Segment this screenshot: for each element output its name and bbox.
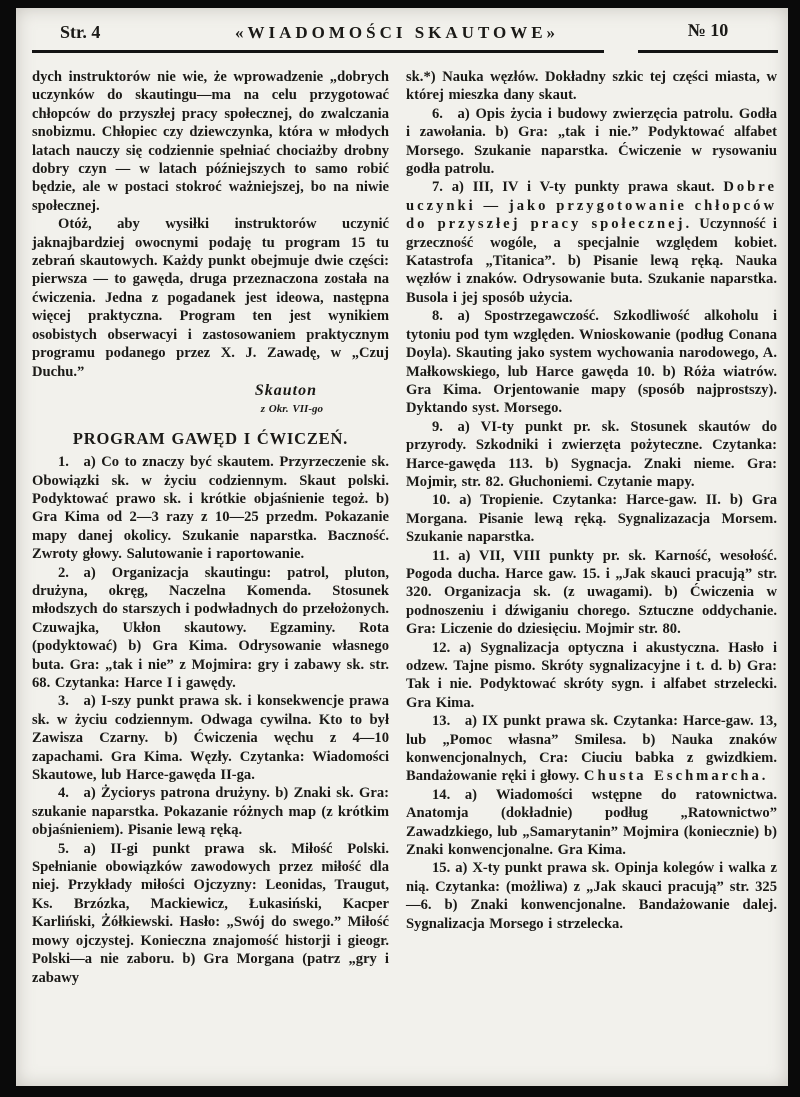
text-run: 5. a) II-gi punkt prawa sk. Miłość Polski. Spełnianie obowiązków zawodowych przez miłość dla niej. Przykłady miłości Ojczyzny: Leonidas, Traugut, Ks. Brzózka, Mackiewicz, Łukasiński, Kacper Karliński, Żółkiewski. Hasło: „Swój do swego.” Miłość mowy ojczystej. Konieczna znajomość historji i gieogr. Polski—a nie zaboru. b) Gra Morgana (patrz „gry i zabawy: [32, 840, 389, 986]
signature-name: [32, 382, 389, 400]
text-run: 11. a) VII, VIII punkty pr. sk. Karność, wesołość. Pogoda ducha. Harce gaw. 15. i „Jak skauci pracują” str. 320. Organizacja sk. (z uwagami). b) Ćwiczenia w podnoszeniu i dźwiganiu chorego. Sztuczne oddychanie. Gra: Liczenie do dziesięciu. Mojmir str. 80.: [406, 547, 777, 638]
emphasized-spaced-text: Chusta Eschmarcha.: [583, 768, 769, 785]
program-item: [406, 491, 777, 546]
text-run: dych instruktorów nie wie, że wprowadzenie „dobrych uczynków do skautingu—ma na celu przygotować chłopców do przyszłej pracy społecznej, do zwalczania snobizmu. Chłopiec czy dziewczynka, która w młodych latach nauczy się codziennie spełniać chociażby drobny dobry czyn — w latach późniejszych to samo robić będzie, ale w postaci stokroć ważniejszej, bo na niwie społecznej.: [32, 69, 389, 214]
text-run: 15. a) X-ty punkt prawa sk. Opinja kolegów i walka z nią. Czytanka: (możliwa) z „Jak skauci pracują” str. 325—6. b) Znaki konwencjonalne. Bandażowanie dalej. Sygnalizacja Morsego i strzelecka.: [406, 860, 777, 932]
page-header: [32, 20, 778, 53]
program-item: [406, 178, 777, 307]
program-item: [32, 453, 389, 563]
text-run: Uczynność i grzeczność wogóle, a specjalnie względem kobiet. Katastrofa „Titanica”. b) Pisanie lewą ręką. Nauka węzłów i znaków. Odrysowanie buta. Szukanie naparstka. Busola i jej sposób użycia.: [406, 216, 777, 306]
text-run: 3. a) I-szy punkt prawa sk. i konsekwencje prawa sk. w życiu codziennym. Odwaga cywilna. Kto to był Zawisza Czarny. b) Ćwiczenia węchu z 4—10 zapachami. Gra Kima. Węzły. Czytanka: Wiadomości Skautowe, lub Harce-gawęda II-ga.: [32, 693, 389, 784]
signature-origin: [32, 400, 389, 418]
right-column: [406, 68, 777, 987]
body-paragraph: [32, 215, 389, 381]
text-run: PROGRAM GAWĘD I ĆWICZEŃ.: [72, 428, 349, 448]
emphasized-spaced-text: Dobre uczynki — jako przygotowanie chłopców do przyszłej pracy społecznej.: [406, 179, 777, 233]
text-run: 12. a) Sygnalizacja optyczna i akustyczna. Hasło i odzew. Tajne pismo. Skróty sygnalizacyjne i t. d. b) Gra: Tak i nie. Podyktować skróty sygn. i alfabet strzelecki. Gra Kima.: [406, 639, 777, 711]
program-item: [406, 712, 777, 786]
program-item: [32, 784, 389, 839]
program-item: [406, 859, 777, 933]
program-item: [406, 105, 777, 179]
page-number-label: Str. 4: [60, 22, 101, 42]
text-run: 14. a) Wiadomości wstępne do ratownictwa. Anatomja (dokładnie) podług „Ratownictwo” Zawadzkiego, lub „Samarytanin” Mojmira (koniecznie) b) Znaki konwencjonalne. Gra Kima.: [406, 786, 777, 859]
text-run: 9. a) VI-ty punkt pr. sk. Stosunek skautów do przyrody. Szkodniki i zwierzęta pożyteczne. Czytanka: Harce-gawęda 113. b) Sygnacja. Znaki nieme. Gra: Mojmir, str. 82. Głuchoniemi. Czytanie mapy.: [406, 418, 777, 490]
text-run: Skauton: [254, 381, 317, 399]
program-item: [406, 547, 777, 639]
text-run: 8. a) Spostrzegawczość. Szkodliwość alkoholu i tytoniu pod tym względen. Wnioskowanie (podług Conana Doyla). Skauting jako system wychowania narodowego, A. Małkowskiego, lub Harce gawęda 10. b) Róża wiatrów. Gra Kima. Orjentowanie mapy (sposób najprostszy). Dyktando syst. Morsego.: [406, 308, 777, 417]
program-item: [406, 786, 777, 860]
program-item: [32, 840, 389, 987]
text-run: z Okr. VII-go: [260, 403, 323, 416]
text-run: sk.*) Nauka węzłów. Dokładny szkic tej części miasta, w której mieszka dany skaut.: [406, 69, 777, 104]
program-item: [406, 307, 777, 417]
text-run: 2. a) Organizacja skautingu: patrol, pluton, drużyna, okręg, Naczelna Komenda. Stosunek młodszych do starszych i podwładnych do przełożonych. Czuwajka, Ukłon skautowy. Egzaminy. Rota (podyktować) b) Gra Kima. Odrysowanie własnego buta. Gra: „tak i nie” z Mojmira: gry i zabawy sk. str. 68. Czytanka: Harce I i gawędy.: [32, 564, 389, 691]
newspaper-page: [16, 8, 788, 1086]
program-item: [406, 639, 777, 713]
body-paragraph: [32, 68, 389, 215]
program-item: [32, 692, 389, 784]
left-column: [32, 68, 389, 987]
issue-number-label: № 10: [638, 20, 778, 53]
section-heading: [32, 430, 389, 448]
text-columns: [16, 53, 788, 987]
header-main-rule: [32, 22, 604, 53]
text-run: 4. a) Życiorys patrona drużyny. b) Znaki sk. Gra: szukanie naparstka. Pokazanie różnych map (z krótkim objaśnieniem). Pisanie lewą ręką.: [32, 785, 389, 839]
body-paragraph: [406, 68, 777, 105]
program-item: [32, 564, 389, 693]
text-run: Otóż, aby wysiłki instruktorów uczynić jaknajbardziej owocnymi podaję tu program 15 tu zebrań skautowych. Każdy punkt obejmuje dwie części: pierwsza — to gawęda, druga przeznaczona została na ćwiczenia. Jedna z pogadanek jest ideowa, następna więcej praktyczna. Program ten jest wynikiem osobistych obserwacyi i zastosowaniem praktycznym programu podanego przez X. J. Zawadę, w „Czuj Duchu.”: [32, 216, 389, 380]
text-run: 7. a) III, IV i V-ty punkty prawa skaut.: [432, 179, 724, 196]
program-item: [406, 418, 777, 492]
text-run: 10. a) Tropienie. Czytanka: Harce-gaw. II. b) Gra Morgana. Pisanie lewą ręką. Sygnalizazacja Morsem. Szukanie naparstka.: [406, 492, 777, 546]
text-run: 6. a) Opis życia i budowy zwierzęcia patrolu. Godła i zawołania. b) Gra: „tak i nie.” Podyktować alfabet Morsego. Szukanie naparstka. Ćwiczenie w rysowaniu godła patrolu.: [406, 105, 777, 178]
publication-title: «WIADOMOŚCI SKAUTOWE»: [234, 23, 560, 42]
text-run: 1. a) Co to znaczy być skautem. Przyrzeczenie sk. Obowiązki sk. w życiu codziennym. Skaut polski. Podyktować prawo sk. i krótkie objaśnienie tegoż. b) Gra Kima od 2—3 razy z 10—25 przedm. Pokazanie mapy danej okolicy. Szukanie naparstka. Baczność. Zwroty głowy. Salutowanie i raportowanie.: [32, 454, 389, 563]
text-run: 13. a) IX punkt prawa sk. Czytanka: Harce-gaw. 13, lub „Pomoc własna” Smilesa. b) Nauka znaków konwencjonalnych, Cra: Ciuciu babka z gwizdkiem. Bandażowanie ręki i głowy.: [406, 713, 777, 785]
